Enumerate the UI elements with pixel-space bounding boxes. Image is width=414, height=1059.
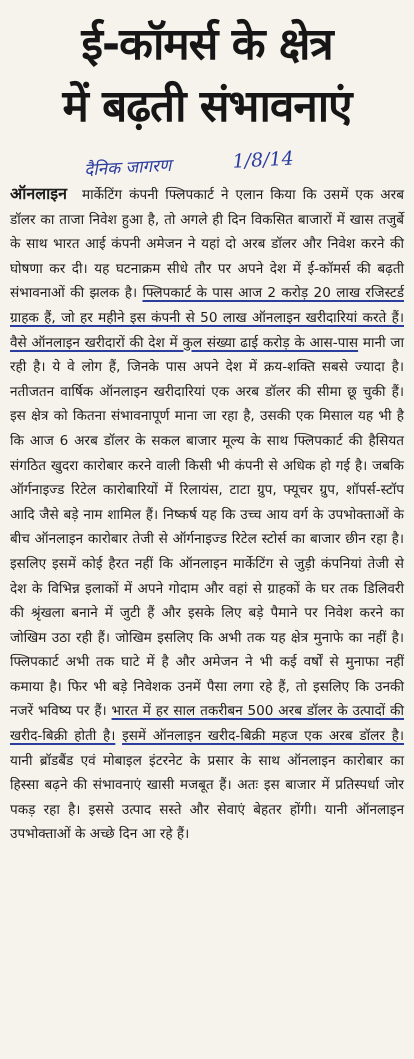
handwritten-source: दैनिक जागरण <box>83 155 172 181</box>
article-text-segment-1: मार्केटिंग कंपनी फ्लिपकार्ट ने एलान किया कि उसमें एक अरब डॉलर का ताजा निवेश हुआ है, तो अगले ही दिन विकसित बाजारों में खास तजुर्बे के साथ भारत आई कंपनी अमेजन ने यहां दो अरब डॉलर और निवेश करने की घोषणा कर दी। यह घटनाक्रम सीधे तौर पर अपने देश में ई-कॉमर्स की बढ़ती संभावनाओं की झलक है। <box>10 187 404 302</box>
handwritten-date: 1/8/14 <box>231 147 295 173</box>
article-dateline: ऑनलाइन <box>10 184 67 203</box>
underlined-highlight-2: वैसे ऑनलाइन खरीदारों की देश में कुल संख्या ढाई करोड़ के आस-पास <box>10 334 359 351</box>
underlined-highlight-4: इसमें ऑनलाइन खरीद-बिक्री महज एक अरब डॉलर है। <box>122 728 404 745</box>
headline-line-1: ई-कॉमर्स के क्षेत्र <box>81 19 333 70</box>
headline <box>0 0 414 138</box>
article-paragraph <box>10 182 404 847</box>
headline-line-2: में बढ़ती संभावनाएं <box>62 81 352 132</box>
handwritten-annotation <box>84 147 295 181</box>
underlined-highlight-3: भारत में हर साल तकरीबन 500 अरब डॉलर के उत्पादों की खरीद-बिक्री होती है। <box>10 703 405 745</box>
article-body <box>10 182 404 847</box>
article-text-segment-2: मानी जा रही है। ये वे लोग हैं, जिनके पास अपने देश में क्रय-शक्ति सबसे ज्यादा है। नतीजतन वार्षिक ऑनलाइन खरीदारियां एक अरब डॉलर की सीमा छू चुकी हैं। इस क्षेत्र को कितना संभावनापूर्ण माना जा रहा है, उसकी एक मिसाल यह भी है कि आज 6 अरब डॉलर के सकल बाजार मूल्य के साथ फ्लिपकार्ट की हैसियत संगठित खुदरा कारोबार करने वाली किसी भी कंपनी से अधिक हो गई है। जबकि ऑर्गनाइज्ड रिटेल कारोबारियों में रिलायंस, टाटा ग्रुप, फ्यूचर ग्रुप, शॉपर्स-स्टॉप आदि जैसे बड़े नाम शामिल हैं। निष्कर्ष यह कि उच्च आय वर्ग के उपभोक्ताओं के बीच ऑनलाइन कारोबार तेजी से ऑर्गनाइज्ड रिटेल स्टोर्स का बाजार छीन रहा है। इसलिए इसमें कोई हैरत नहीं कि ऑनलाइन मार्केटिंग से जुड़ी कंपनियां तेजी से देश के विभिन्न इलाकों में अपने गोदाम और वहां से ग्राहकों के घर तक डिलिवरी की श्रृंखला बनाने में जुटी हैं और इसके लिए बड़े पैमाने पर निवेश करने का जोखिम उठा रही हैं। जोखिम इसलिए कि अभी तक यह क्षेत्र मुनाफे का नहीं है। फ्लिपकार्ट अभी तक घाटे में है और अमेजन ने भी कई वर्षों से मुनाफा नहीं कमाया है। फिर भी बड़े निवेशक उनमें पैसा लगा रहे हैं, तो इसलिए कि उनकी नजरें भविष्य पर हैं। <box>10 334 404 720</box>
underlined-highlight-1: फ्लिपकार्ट के पास आज 2 करोड़ 20 लाख रजिस्टर्ड ग्राहक हैं, जो हर महीने इस कंपनी से 50 लाख ऑनलाइन खरीदारियां करते हैं। <box>10 285 404 326</box>
article-text-segment-3: यानी ब्रॉडबैंड एवं मोबाइल इंटरनेट के प्रसार के साथ ऑनलाइन कारोबार का हिस्सा बढ़ने की संभावनाएं खासी मजबूत हैं। अतः इस बाजार में प्रतिस्पर्धा जोर पकड़ रहा है। इससे उत्पाद सस्ते और सेवाएं बेहतर होंगी। यानी ऑनलाइन उपभोक्ताओं के अच्छे दिन आ रहे हैं। <box>10 752 404 843</box>
